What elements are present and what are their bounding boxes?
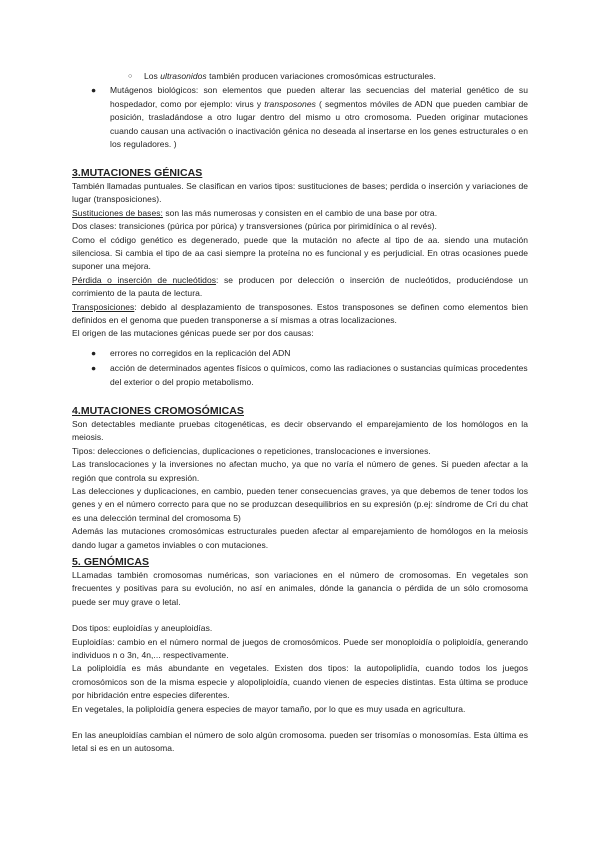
paragraph: En las aneuploidías cambian el número de solo algún cromosoma. pueden ser trisomías o monosomías. Esta última es letal si es en un autosoma.	[72, 730, 528, 754]
intro-section	[72, 70, 528, 151]
section-title: 5. GENÓMICAS	[72, 556, 150, 568]
bullet-icon: ●	[91, 363, 97, 374]
paragraph: Como el código genético es degenerado, puede que la mutación no afecte al tipo de aa. siendo una mutación silenciosa. Si cambia el tipo de aa casi siempre la proteína no es funcional y es perjudicial. En otras ocasiones puede suponer una mejora.	[72, 234, 528, 272]
section-genomicas	[72, 555, 528, 756]
paragraph: La poliploidía es más abundante en vegetales. Existen dos tipos: la autopoliplidía, cuando todos los juegos cromosómicos son de la misma especie y alopoliploidía, cuando vienen de especies distintas. Esta última se produce por hibridación entre especies diferentes.	[72, 663, 528, 701]
paragraph: Euploidías: cambio en el número normal de juegos de cromosómicos. Puede ser monoploidía o poliploidía, generando individuos n o 3n, 4n,... respectivamente.	[72, 636, 528, 661]
bullet-icon: ●	[91, 347, 97, 358]
section-mutaciones-cromosomicas	[72, 404, 528, 552]
list-item: ● errores no corregidos en la replicación del ADN	[72, 347, 528, 360]
paragraph: Además las mutaciones cromosómicas estructurales pueden afectar al emparejamiento de homólogos en la meiosis dando lugar a gametos inviables o con mutaciones.	[72, 526, 528, 550]
paragraph: Dos clases: transiciones (púrica por púrica) y transversiones (púrica por pirimidínica o al revés).	[72, 221, 437, 232]
paragraph: Las translocaciones y la inversiones no afectan mucho, ya que no varía el número de genes. Si pueden afectar a la región que controla su expresión.	[72, 459, 528, 483]
paragraph-transposiciones: Transposiciones: debido al desplazamiento de transposones. Estos transposones se definen como elementos bien definidos en el genoma que pueden transponerse a sí mismas a otras localizaciones.	[72, 301, 528, 326]
sub-bullet-ultrasonidos: ○ Los ultrasonidos también producen variaciones cromosómicas estructurales.	[72, 70, 528, 83]
paragraph-sustituciones: Sustituciones de bases: son las más numerosas y consisten en el cambio de una base por otra.	[72, 207, 438, 218]
paragraph: Dos tipos: euploidías y aneuploidías.	[72, 623, 213, 634]
bullet-icon: ●	[91, 85, 97, 96]
paragraph: Las delecciones y duplicaciones, en cambio, pueden tener consecuencias graves, ya que debemos de tener todos los genes y en el número correcto para que no se produzcan desequilibrios en su expresión (p.ej: síndrome de Cri du chat es una delección terminal del cromosoma 5)	[72, 486, 528, 523]
paragraph: Son detectables mediante pruebas citogenéticas, es decir observando el emparejamiento de los homólogos en la meiosis.	[72, 419, 528, 443]
paragraph: También llamadas puntuales. Se clasifican en varios tipos: sustituciones de bases; perdida o inserción y variaciones de lugar (transposiciones).	[72, 181, 528, 205]
paragraph: El origen de las mutaciones génicas puede ser por dos causas:	[72, 328, 314, 339]
list-item: ● acción de determinados agentes físicos o químicos, como las radiaciones o sustancias químicas procedentes del exterior o del propio metabolismo.	[91, 363, 528, 387]
section-mutaciones-genicas	[72, 166, 528, 389]
paragraph: Tipos: delecciones o deficiencias, duplicaciones o repeticiones, translocaciones e inversiones.	[72, 445, 431, 456]
section-title: 4.MUTACIONES CROMOSÓMICAS	[72, 405, 244, 417]
paragraph: LLamadas también cromosomas numéricas, son variaciones en el número de cromosomas. En vegetales son frecuentes y positivas para su evolución, no así en animales, dónde la ganancia o pérdida de un sólo cromosoma puede ser muy grave o letal.	[72, 570, 528, 607]
section-title: 3.MUTACIONES GÉNICAS	[72, 167, 203, 179]
circle-bullet-icon: ○	[128, 73, 133, 80]
paragraph-perdida-insercion: Pérdida o inserción de nucleótidos: se producen por delección o inserción de nucleótidos, produciéndose un corrimiento de la pauta de lectura.	[72, 274, 528, 299]
paragraph: En vegetales, la poliploidía genera especies de mayor tamaño, por lo que es muy usada en agricultura.	[72, 703, 466, 714]
bullet-mutagenos-biologicos: ● Mutágenos biológicos: son elementos que pueden alterar las secuencias del material genético de su hospedador, como por ejemplo: virus y transposones ( segmentos móviles de ADN que pueden cambiar de posición, trasladándose a otro lugar dentro del mismo u otro cromosoma. Pueden originar mutaciones cuando causan una activación o inactivación génica no deseada al insertarse en los genes estructurales o en los reguladores. )	[91, 85, 528, 150]
